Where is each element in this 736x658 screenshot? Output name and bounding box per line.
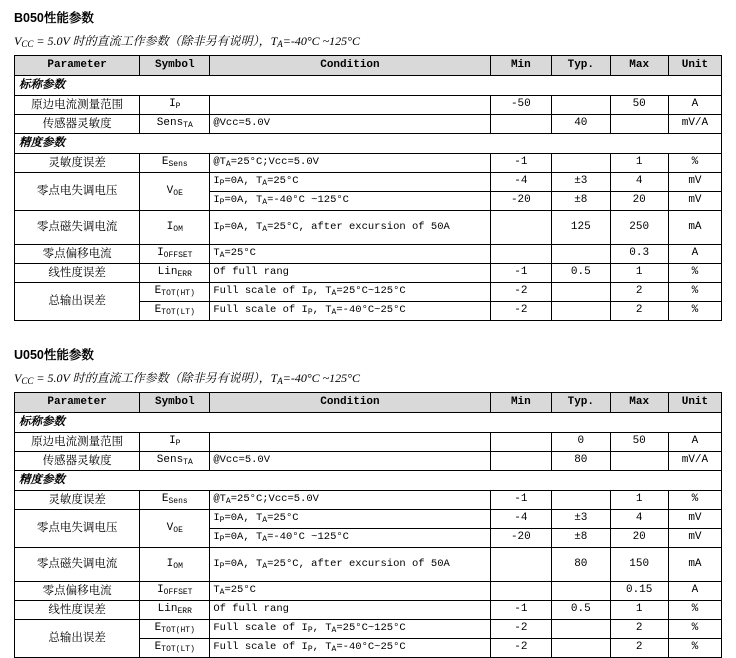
cell-min (490, 211, 552, 245)
symbol-sub: TOT(LT) (161, 645, 195, 654)
cell-typ (552, 283, 610, 302)
cell-unit: mV/A (668, 115, 721, 134)
symbol-sub: OM (173, 224, 183, 234)
symbol-main: Lin (157, 603, 178, 615)
section-u050 (14, 345, 728, 658)
cell-max (610, 452, 668, 471)
cell-condition: @Vcc=5.0V (210, 115, 490, 134)
symbol-main: E (154, 622, 162, 634)
group-row (15, 76, 722, 96)
cell-unit: mV/A (668, 452, 721, 471)
symbol-main: I (157, 247, 164, 259)
cell-typ: ±8 (552, 529, 610, 548)
cell-typ: 80 (552, 452, 610, 471)
cell-symbol (140, 452, 210, 471)
group-label: 标称参数 (15, 413, 722, 433)
symbol-sub: OE (173, 525, 183, 535)
cell-symbol (140, 620, 210, 639)
table-row (15, 96, 722, 115)
cell-max (610, 115, 668, 134)
cell-typ: 0.5 (552, 601, 610, 620)
cell-min: -1 (490, 154, 552, 173)
cell-min (490, 433, 552, 452)
symbol-sub: ERR (177, 270, 192, 279)
symbol-main: E (154, 641, 162, 653)
cell-min: -1 (490, 491, 552, 510)
symbol-sub: TA (183, 458, 193, 467)
subtitle-mid: = 5.0V 时的直流工作参数（除非另有说明），T (33, 371, 278, 385)
symbol-main: Lin (157, 266, 178, 278)
symbol-sub: P (175, 102, 181, 111)
cell-condition: $T_A=25^\circ C$ (210, 245, 490, 264)
table-row (15, 245, 722, 264)
cell-max: 50 (610, 96, 668, 115)
cell-parameter: 总输出误差 (15, 283, 140, 321)
cell-parameter: 总输出误差 (15, 620, 140, 658)
cell-symbol (140, 433, 210, 452)
cell-unit: A (668, 582, 721, 601)
group-label: 精度参数 (15, 134, 722, 154)
section-subtitle (14, 369, 728, 386)
cell-typ (552, 302, 610, 321)
cell-parameter: 零点磁失调电流 (15, 211, 140, 245)
cell-typ: 125 (552, 211, 610, 245)
cell-parameter: 零点偏移电流 (15, 245, 140, 264)
group-row (15, 413, 722, 433)
cell-max: 4 (610, 510, 668, 529)
cell-typ: 0.5 (552, 264, 610, 283)
symbol-sub: TOT(LT) (161, 308, 195, 317)
cell-symbol (140, 245, 210, 264)
cell-min: -20 (490, 192, 552, 211)
cell-unit: mV (668, 529, 721, 548)
header-max: Max (610, 393, 668, 413)
cell-unit: % (668, 302, 721, 321)
table-row (15, 548, 722, 582)
cell-symbol (140, 582, 210, 601)
cell-symbol (140, 264, 210, 283)
cell-typ: 40 (552, 115, 610, 134)
header-unit: Unit (668, 393, 721, 413)
symbol-sub: TOT(HT) (161, 626, 195, 635)
table-row (15, 452, 722, 471)
cell-max: 50 (610, 433, 668, 452)
section-subtitle (14, 32, 728, 49)
cell-unit: A (668, 245, 721, 264)
cell-symbol (140, 154, 210, 173)
cell-typ (552, 582, 610, 601)
cell-parameter: 零点偏移电流 (15, 582, 140, 601)
symbol-main: E (154, 304, 162, 316)
header-min: Min (490, 56, 552, 76)
section-b050 (14, 8, 728, 321)
cell-unit: mV (668, 173, 721, 192)
cell-min: -1 (490, 264, 552, 283)
symbol-sub: OE (173, 188, 183, 198)
cell-max: 1 (610, 264, 668, 283)
group-row (15, 471, 722, 491)
cell-min: -2 (490, 283, 552, 302)
cell-parameter: 零点电失调电压 (15, 173, 140, 211)
cell-min: -2 (490, 620, 552, 639)
cell-unit: % (668, 601, 721, 620)
cell-symbol (140, 510, 210, 548)
header-symbol: Symbol (140, 56, 210, 76)
cell-typ: ±8 (552, 192, 610, 211)
symbol-sub: ERR (177, 607, 192, 616)
cell-max: 4 (610, 173, 668, 192)
cell-symbol (140, 302, 210, 321)
symbol-main: E (154, 285, 162, 297)
header-min: Min (490, 393, 552, 413)
header-unit: Unit (668, 56, 721, 76)
symbol-sub: TA (183, 121, 193, 130)
table-row (15, 173, 722, 192)
cell-condition: $@T_A=25^\circ C;Vcc=5.0V$ (210, 491, 490, 510)
cell-condition: Of full rang (210, 601, 490, 620)
symbol-sub: TOT(HT) (161, 289, 195, 298)
cell-condition: $I_P=0A$, $T_A=-40^\circ C$ ~125°C (210, 192, 490, 211)
cell-parameter: 原边电流测量范围 (15, 96, 140, 115)
cell-max: 20 (610, 192, 668, 211)
header-symbol: Symbol (140, 393, 210, 413)
cell-symbol (140, 639, 210, 658)
cell-parameter: 零点电失调电压 (15, 510, 140, 548)
symbol-sub: Sens (168, 497, 188, 506)
symbol-main: I (166, 220, 174, 233)
cell-condition: $I_P=0A$, $T_A=25^\circ C$ (210, 510, 490, 529)
group-row (15, 134, 722, 154)
group-label: 精度参数 (15, 471, 722, 491)
symbol-main: I (166, 557, 174, 570)
cell-unit: A (668, 433, 721, 452)
cell-condition: $I_P=0A$, $T_A=25^\circ C$, after excursion of 50A (210, 211, 490, 245)
cell-typ (552, 491, 610, 510)
cell-parameter: 原边电流测量范围 (15, 433, 140, 452)
spec-table-u050 (14, 392, 722, 658)
cell-max: 2 (610, 302, 668, 321)
cell-condition: Full scale of $I_P$, $T_A=-40^\circ C\sim 25^\circ C$ (210, 639, 490, 658)
cell-unit: mA (668, 548, 721, 582)
symbol-sub: OFFSET (163, 588, 193, 597)
cell-condition: $I_P=0A$, $T_A=25^\circ C$ (210, 173, 490, 192)
cell-parameter: 零点磁失调电流 (15, 548, 140, 582)
spec-table-b050 (14, 55, 722, 321)
group-label: 标称参数 (15, 76, 722, 96)
cell-symbol (140, 115, 210, 134)
subtitle-pre: V (14, 371, 22, 385)
cell-symbol (140, 96, 210, 115)
header-condition: Condition (210, 56, 490, 76)
cell-condition: $@T_A=25^\circ C;Vcc=5.0V$ (210, 154, 490, 173)
cell-typ: ±3 (552, 510, 610, 529)
subtitle-post: =-40°C ~125°C (282, 34, 360, 48)
section-title: U050性能参数 (14, 348, 94, 362)
cell-typ (552, 154, 610, 173)
cell-min: -4 (490, 173, 552, 192)
cell-condition: @Vcc=5.0V (210, 452, 490, 471)
cell-unit: mV (668, 192, 721, 211)
cell-typ: ±3 (552, 173, 610, 192)
cell-unit: mA (668, 211, 721, 245)
cell-min: -4 (490, 510, 552, 529)
cell-max: 1 (610, 154, 668, 173)
section-spacer (14, 325, 728, 343)
cell-condition: Full scale of $I_P$, $T_A=25^\circ C\sim 125^\circ C$ (210, 283, 490, 302)
cell-max: 2 (610, 283, 668, 302)
table-row (15, 601, 722, 620)
cell-max: 1 (610, 601, 668, 620)
cell-condition (210, 96, 490, 115)
symbol-sub: P (175, 439, 181, 448)
symbol-sub: OM (173, 561, 183, 571)
cell-unit: % (668, 264, 721, 283)
table-row (15, 491, 722, 510)
cell-unit: % (668, 639, 721, 658)
subtitle-mid: = 5.0V 时的直流工作参数（除非另有说明），T (33, 34, 278, 48)
cell-parameter: 传感器灵敏度 (15, 452, 140, 471)
cell-condition: Of full rang (210, 264, 490, 283)
symbol-sub: Sens (168, 160, 188, 169)
subtitle-pre: V (14, 34, 22, 48)
cell-min: -1 (490, 601, 552, 620)
header-max: Max (610, 56, 668, 76)
symbol-main: V (166, 521, 174, 534)
cell-min (490, 582, 552, 601)
subtitle-sub-a: A (277, 376, 283, 386)
cell-condition: Full scale of $I_P$, $T_A=25^\circ C\sim 125^\circ C$ (210, 620, 490, 639)
symbol-main: I (169, 98, 176, 110)
table-row (15, 264, 722, 283)
table-row (15, 582, 722, 601)
cell-typ (552, 639, 610, 658)
cell-min: -2 (490, 639, 552, 658)
subtitle-sub-a: A (277, 39, 283, 49)
section-title: B050性能参数 (14, 11, 94, 25)
cell-unit: A (668, 96, 721, 115)
cell-condition: $I_P=0A$, $T_A=25^\circ C$, after excursion of 50A (210, 548, 490, 582)
cell-min: -20 (490, 529, 552, 548)
subtitle-sub-cc: CC (21, 39, 34, 49)
cell-condition: Full scale of $I_P$, $T_A=-40^\circ C\sim 25^\circ C$ (210, 302, 490, 321)
cell-max: 2 (610, 639, 668, 658)
cell-unit: % (668, 154, 721, 173)
header-parameter: Parameter (15, 393, 140, 413)
cell-condition: $I_P=0A$, $T_A=-40^\circ C$ ~125°C (210, 529, 490, 548)
table-row (15, 211, 722, 245)
symbol-main: V (166, 184, 174, 197)
cell-typ (552, 96, 610, 115)
cell-symbol (140, 491, 210, 510)
cell-symbol (140, 211, 210, 245)
cell-parameter: 线性度误差 (15, 264, 140, 283)
cell-min (490, 115, 552, 134)
cell-parameter: 灵敏度误差 (15, 491, 140, 510)
cell-max: 250 (610, 211, 668, 245)
cell-symbol (140, 283, 210, 302)
symbol-main: I (157, 584, 164, 596)
cell-condition: $T_A=25^\circ C$ (210, 582, 490, 601)
header-typ: Typ. (552, 393, 610, 413)
table-row (15, 115, 722, 134)
cell-min (490, 548, 552, 582)
table-row (15, 433, 722, 452)
cell-unit: mV (668, 510, 721, 529)
subtitle-post: =-40°C ~125°C (282, 371, 360, 385)
cell-max: 1 (610, 491, 668, 510)
symbol-sub: OFFSET (163, 251, 193, 260)
cell-max: 0.3 (610, 245, 668, 264)
cell-max: 2 (610, 620, 668, 639)
cell-typ: 0 (552, 433, 610, 452)
cell-symbol (140, 601, 210, 620)
cell-min (490, 245, 552, 264)
cell-unit: % (668, 491, 721, 510)
symbol-main: E (161, 493, 169, 505)
cell-min (490, 452, 552, 471)
header-typ: Typ. (552, 56, 610, 76)
table-row (15, 510, 722, 529)
table-row (15, 283, 722, 302)
header-condition: Condition (210, 393, 490, 413)
cell-max: 20 (610, 529, 668, 548)
cell-min: -50 (490, 96, 552, 115)
cell-unit: % (668, 283, 721, 302)
symbol-main: I (169, 435, 176, 447)
cell-symbol (140, 173, 210, 211)
table-row (15, 154, 722, 173)
cell-condition (210, 433, 490, 452)
cell-max: 0.15 (610, 582, 668, 601)
cell-typ (552, 245, 610, 264)
cell-parameter: 灵敏度误差 (15, 154, 140, 173)
subtitle-sub-cc: CC (21, 376, 34, 386)
table-row (15, 620, 722, 639)
cell-max: 150 (610, 548, 668, 582)
cell-parameter: 线性度误差 (15, 601, 140, 620)
cell-parameter: 传感器灵敏度 (15, 115, 140, 134)
cell-typ: 80 (552, 548, 610, 582)
table-header-row (15, 56, 722, 76)
cell-symbol (140, 548, 210, 582)
cell-unit: % (668, 620, 721, 639)
cell-typ (552, 620, 610, 639)
symbol-main: E (161, 156, 169, 168)
symbol-main: Sens (156, 454, 184, 466)
table-header-row (15, 393, 722, 413)
symbol-main: Sens (156, 117, 184, 129)
cell-min: -2 (490, 302, 552, 321)
header-parameter: Parameter (15, 56, 140, 76)
